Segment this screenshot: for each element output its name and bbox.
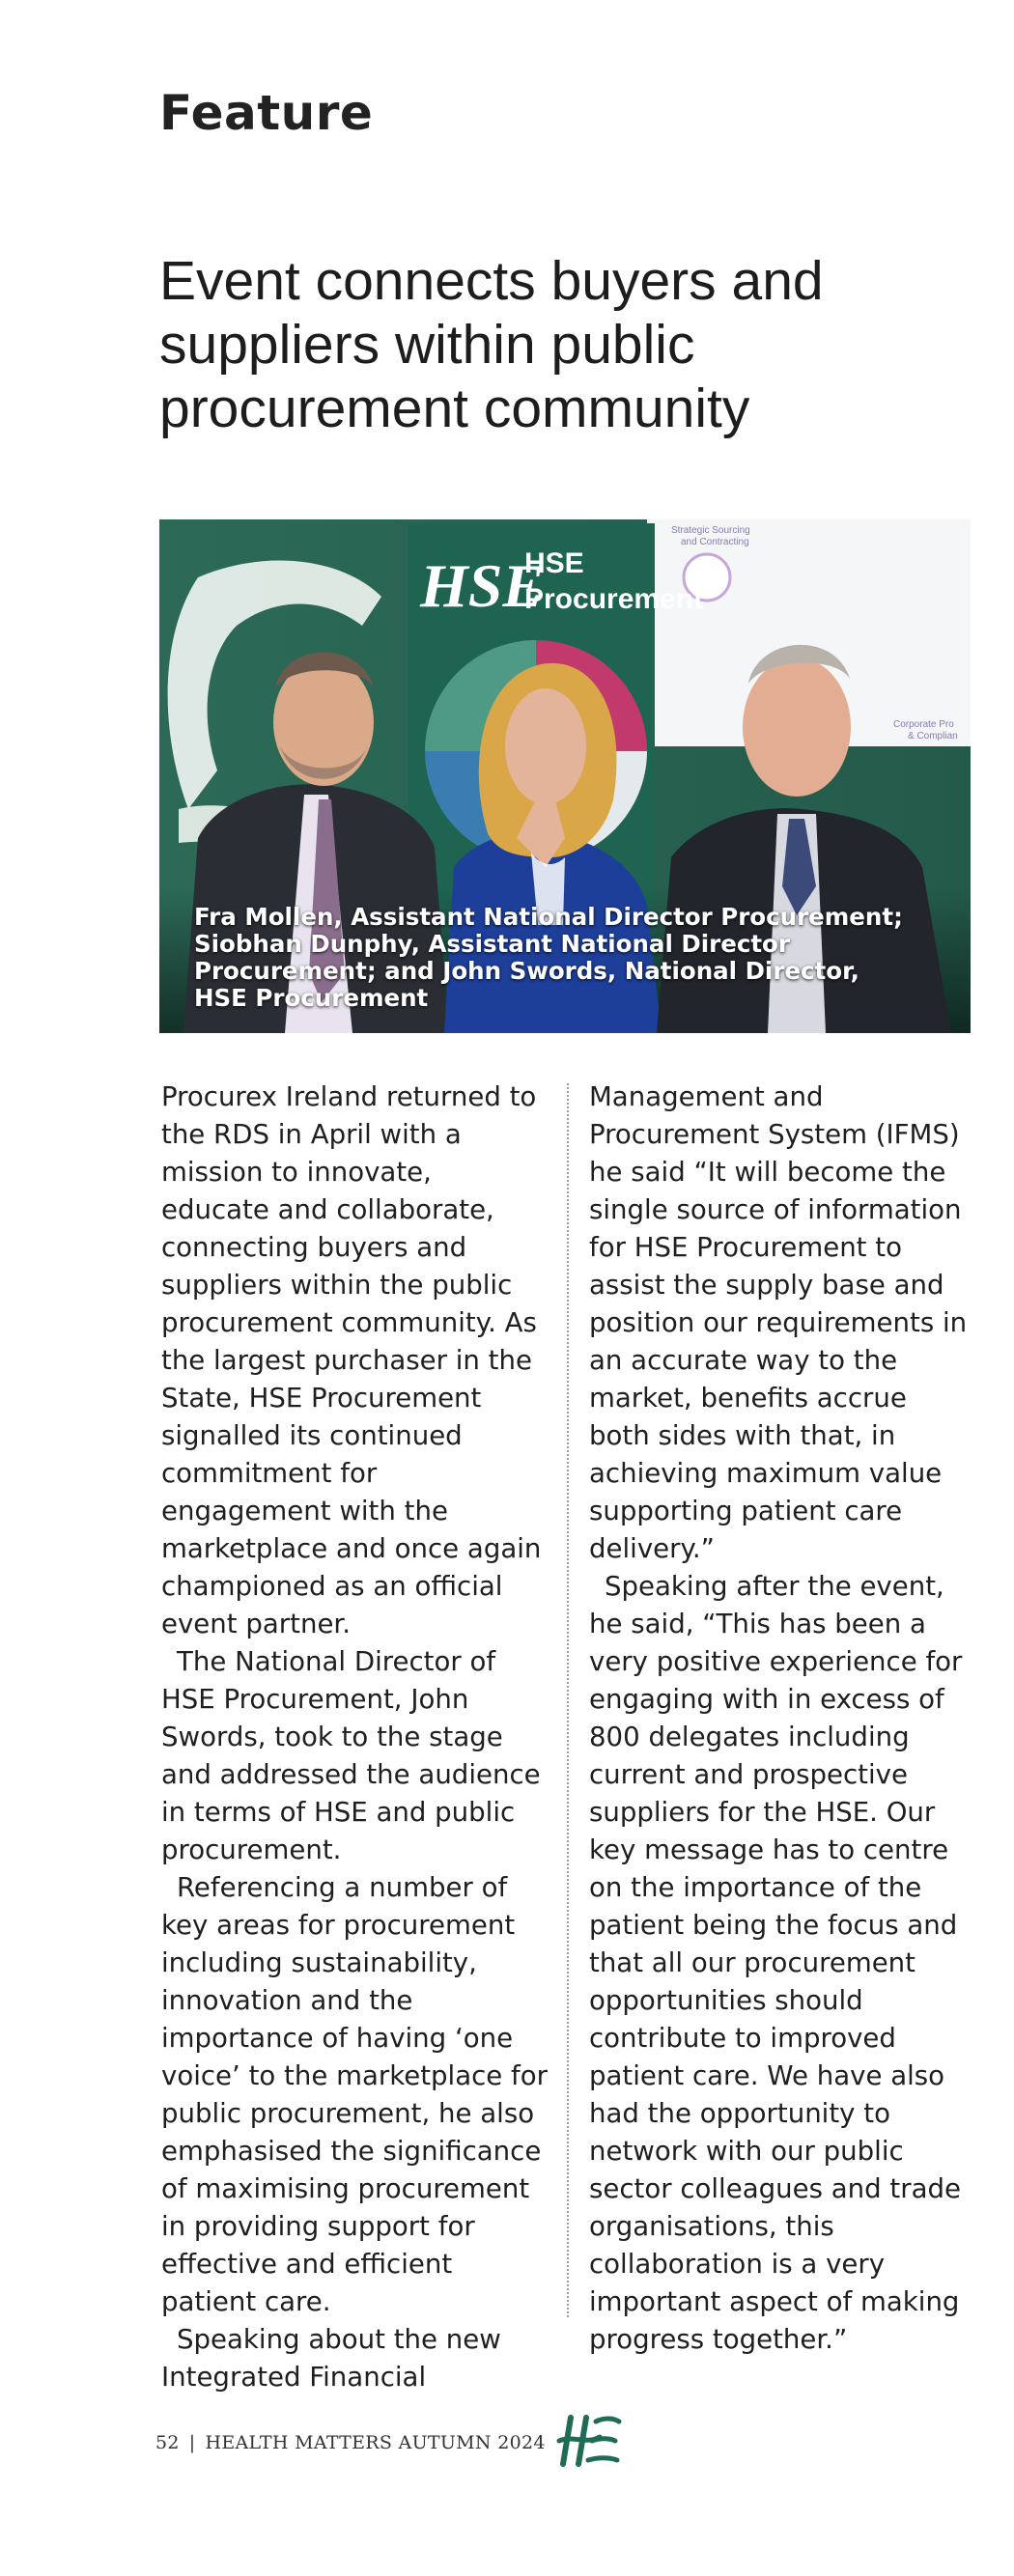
paragraph: Speaking after the event, he said, “This has been a very positive experience for engaging with in excess of 800 delegates including current and prospective suppliers for the HSE. Our key message has to centre on the importance of the patient being the focus and that all our procurement opportunities should contribute to improved patient care. We have also had the opportunity to network with our public sector colleagues and trade organisations, this collaboration is a very important aspect of making progress together.” bbox=[589, 1570, 963, 2355]
paragraph: Speaking about the new Integrated Financial bbox=[161, 2323, 501, 2393]
hse-logo-icon bbox=[553, 2412, 623, 2475]
screen-text-1: Strategic Sourcing bbox=[671, 525, 750, 536]
screen-text-2: and Contracting bbox=[681, 537, 749, 547]
paragraph: Referencing a number of key areas for procurement including sustainability, innovation and the importance of having ‘one voice’ to the marketplace for public procurement, he also emphasised the significance of maximising procurement in providing support for effective and efficient patient care. bbox=[161, 1871, 548, 2317]
paragraph: The National Director of HSE Procurement, John Swords, took to the stage and addressed the audience in terms of HSE and public procurement. bbox=[161, 1645, 541, 1865]
paragraph: Management and Procurement System (IFMS) he said “It will become the single source of information for HSE Procurement to assist the supply base and position our requirements in an accurate way to the market, benefits accrue both sides with that, in achieving maximum value supporting patient care delivery.” bbox=[589, 1080, 968, 1564]
article-column-left bbox=[161, 1078, 548, 2395]
banner-title-1: HSE bbox=[524, 547, 584, 579]
article-column-right bbox=[589, 1078, 971, 2358]
article-photo bbox=[159, 519, 971, 1033]
screen-text-4: & Complian bbox=[908, 731, 958, 742]
publication-name: HEALTH MATTERS AUTUMN 2024 bbox=[205, 2432, 546, 2453]
page-footer bbox=[155, 2414, 623, 2472]
banner-title-2: Procurement bbox=[524, 583, 704, 615]
screen-text-3: Corporate Pro bbox=[893, 719, 954, 730]
article-headline: Event connects buyers and suppliers within public procurement community bbox=[159, 250, 824, 439]
paragraph: Procurex Ireland returned to the RDS in April with a mission to innovate, educate and collaborate, connecting buyers and suppliers within the public procurement community. As the largest purchaser in the State, HSE Procurement signalled its continued commitment for engagement with the marketplace and once again championed as an official event partner. bbox=[161, 1080, 542, 1639]
page-number: 52 bbox=[155, 2432, 180, 2453]
column-divider bbox=[567, 1083, 569, 2317]
section-label: Feature bbox=[159, 85, 374, 141]
banner-logo: HSE bbox=[420, 551, 545, 620]
footer-separator: | bbox=[188, 2432, 196, 2453]
photo-caption: Fra Mollen, Assistant National Director Procurement; Siobhan Dunphy, Assistant National Director Procurement; and John Swords, National Director, HSE Procurement bbox=[194, 903, 903, 1012]
